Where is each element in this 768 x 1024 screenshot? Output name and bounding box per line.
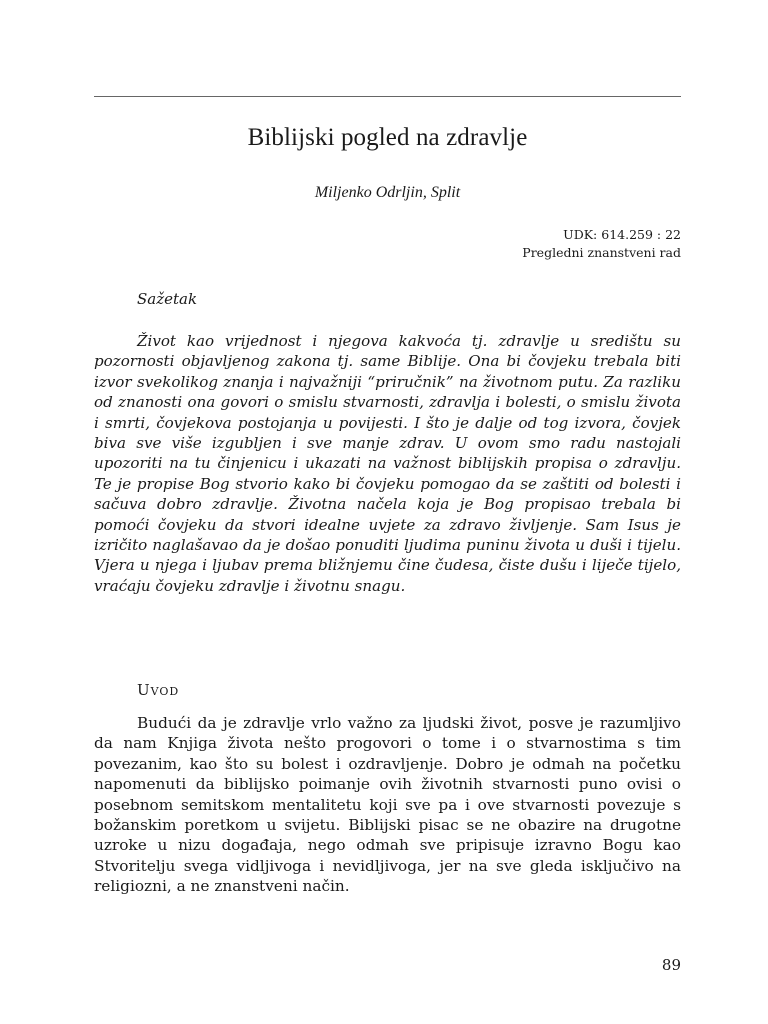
intro-heading: Uvod <box>137 681 180 699</box>
udk-code: UDK: 614.259 : 22 <box>563 227 681 242</box>
paper-type: Pregledni znanstveni rad <box>522 245 681 260</box>
abstract-heading: Sažetak <box>137 290 198 308</box>
top-rule <box>94 96 681 97</box>
document-page <box>94 0 681 1024</box>
article-title: Biblijski pogled na zdravlje <box>247 124 528 151</box>
intro-paragraph: Budući da je zdravlje vrlo važno za ljudski život, posve je razumljivo da nam Knjiga života nešto progovori o tome i o stvarnostima s tim povezanim, kao što su bolest i ozdravljenje. Dobro je odmah na početku napomenuti da biblijsko poimanje ovih životnih stvarnosti puno ovisi o posebnom semitskom mentalitetu koji sve pa i ove stvarnosti povezuje s božanskim poretkom u svijetu. Biblijski pisac se ne obazire na drugotne uzroke u nizu događaja, nego odmah sve pripisuje izravno Bogu kao Stvoritelju svega vidljivoga i nevidljivoga, jer na sve gleda isključivo na religiozni, a ne znanstveni način. <box>94 714 681 896</box>
abstract-paragraph: Život kao vrijednost i njegova kakvoća tj. zdravlje u središtu su pozornosti objavljenog zakona tj. same Biblije. Ona bi čovjeku trebala biti izvor svekolikog znanja i najvažniji “priručnik” na životnom putu. Za razliku od znanosti ona govori o smislu stvarnosti, zdravlja i bolesti, o smislu života i smrti, čovjekova postojanja u povijesti. I što je dalje od tog izvora, čovjek biva sve više izgubljen i sve manje zdrav. U ovom smo radu nastojali upozoriti na tu činjenicu i ukazati na važnost biblijskih propisa o zdravlju. Te je propise Bog stvorio kako bi čovjeku pomogao da se zaštiti od bolesti i sačuva dobro zdravlje. Životna načela koja je Bog propisao trebala bi pomoći čovjeku da stvori idealne uvjete za zdravo življenje. Sam Isus je izričito naglašavao da je došao ponuditi ljudima puninu života u duši i tijelu. Vjera u njega i ljubav prema bližnjemu čine čudesa, čiste dušu i liječe tijelo, vraćaju čovjeku zdravlje i životnu snagu. <box>94 332 681 595</box>
page-number: 89 <box>661 956 681 974</box>
article-metadata <box>522 226 681 262</box>
article-author: Miljenko Odrljin, Split <box>314 184 461 201</box>
